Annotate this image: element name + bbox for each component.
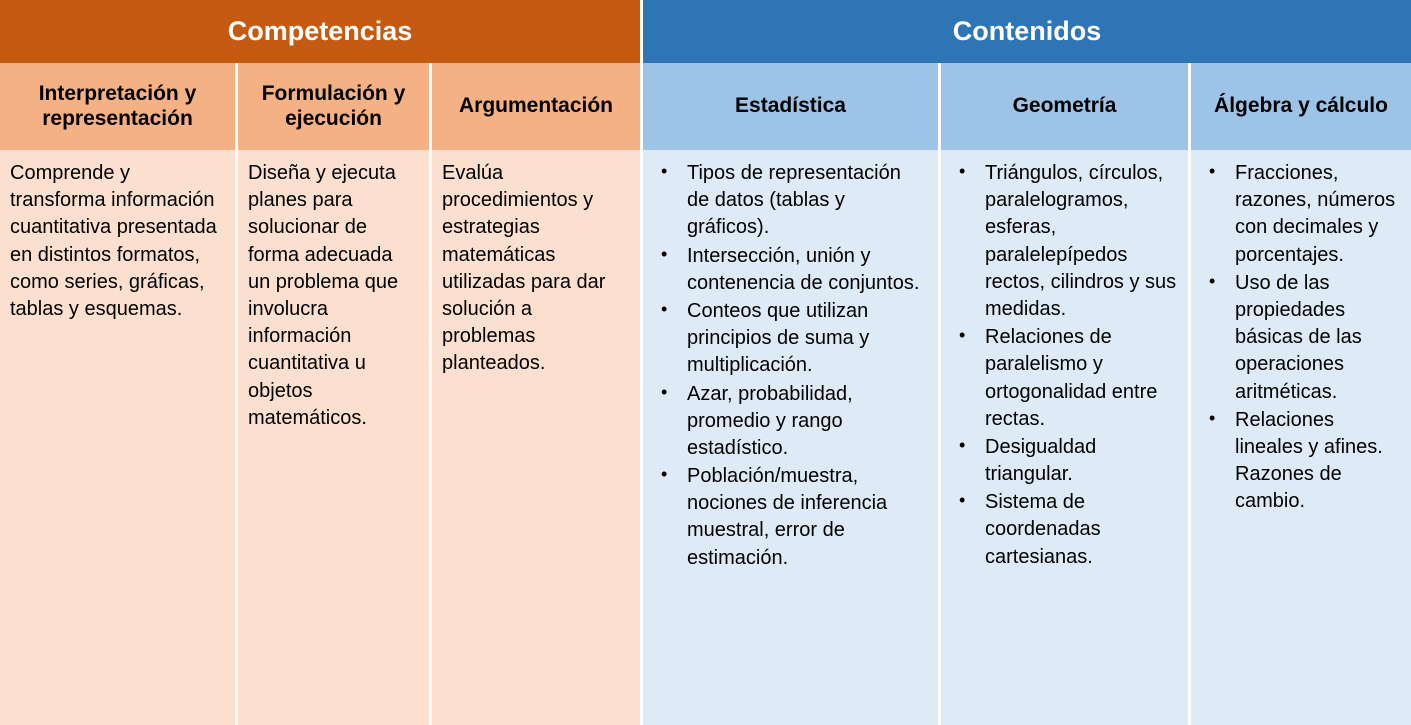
cell-argumentacion [432, 150, 643, 725]
column-header-argumentacion: Argumentación [432, 63, 643, 150]
list-item: • Población/muestra, nociones de inferencia muestral, error de estimación. [653, 463, 928, 572]
list-item: • Tipos de representación de datos (tablas y gráficos). [653, 160, 928, 242]
column-header-estadistica: Estadística [643, 63, 941, 150]
group-header-row [0, 0, 1411, 63]
column-header-interpretacion-representacion: Interpretación y representación [0, 63, 238, 150]
cell-text: Evalúa procedimientos y estrategias matemáticas utilizadas para dar solución a problemas planteados. [442, 162, 606, 375]
list-item: • Uso de las propiedades básicas de las operaciones aritméticas. [1201, 270, 1401, 406]
list-item: • Azar, probabilidad, promedio y rango estadístico. [653, 381, 928, 463]
list-item: • Relaciones de paralelismo y ortogonalidad entre rectas. [951, 324, 1178, 433]
cell-formulacion-ejecucion [238, 150, 432, 725]
cell-text: Comprende y transforma información cuantitativa presentada en distintos formatos, como series, gráficas, tablas y esquemas. [10, 162, 217, 320]
list-item: • Relaciones lineales y afines. Razones de cambio. [1201, 407, 1401, 516]
list-item: • Triángulos, círculos, paralelogramos, esferas, paralelepípedos rectos, cilindros y sus medidas. [951, 160, 1178, 323]
list-item: • Fracciones, razones, números con decimales y porcentajes. [1201, 160, 1401, 269]
list-item: • Desigualdad triangular. [951, 434, 1178, 488]
list-item: • Sistema de coordenadas cartesianas. [951, 489, 1178, 571]
column-header-formulacion-ejecucion: Formulación y ejecución [238, 63, 432, 150]
list-item: • Conteos que utilizan principios de suma y multiplicación. [653, 298, 928, 380]
bullet-list-geometria [951, 160, 1178, 571]
column-header-row [0, 63, 1411, 150]
group-header-contenidos: Contenidos [643, 0, 1411, 63]
list-item: • Intersección, unión y contenencia de conjuntos. [653, 243, 928, 297]
cell-interpretacion-representacion [0, 150, 238, 725]
column-header-algebra-calculo: Álgebra y cálculo [1191, 63, 1411, 150]
cell-algebra-calculo [1191, 150, 1411, 725]
bullet-list-estadistica [653, 160, 928, 572]
cell-text: Diseña y ejecuta planes para solucionar de forma adecuada un problema que involucra información cuantitativa u objetos matemáticos. [248, 162, 399, 429]
group-header-competencias: Competencias [0, 0, 643, 63]
column-header-geometria: Geometría [941, 63, 1191, 150]
bullet-list-algebra [1201, 160, 1401, 515]
cell-estadistica [643, 150, 941, 725]
cell-geometria [941, 150, 1191, 725]
table-row [0, 150, 1411, 725]
